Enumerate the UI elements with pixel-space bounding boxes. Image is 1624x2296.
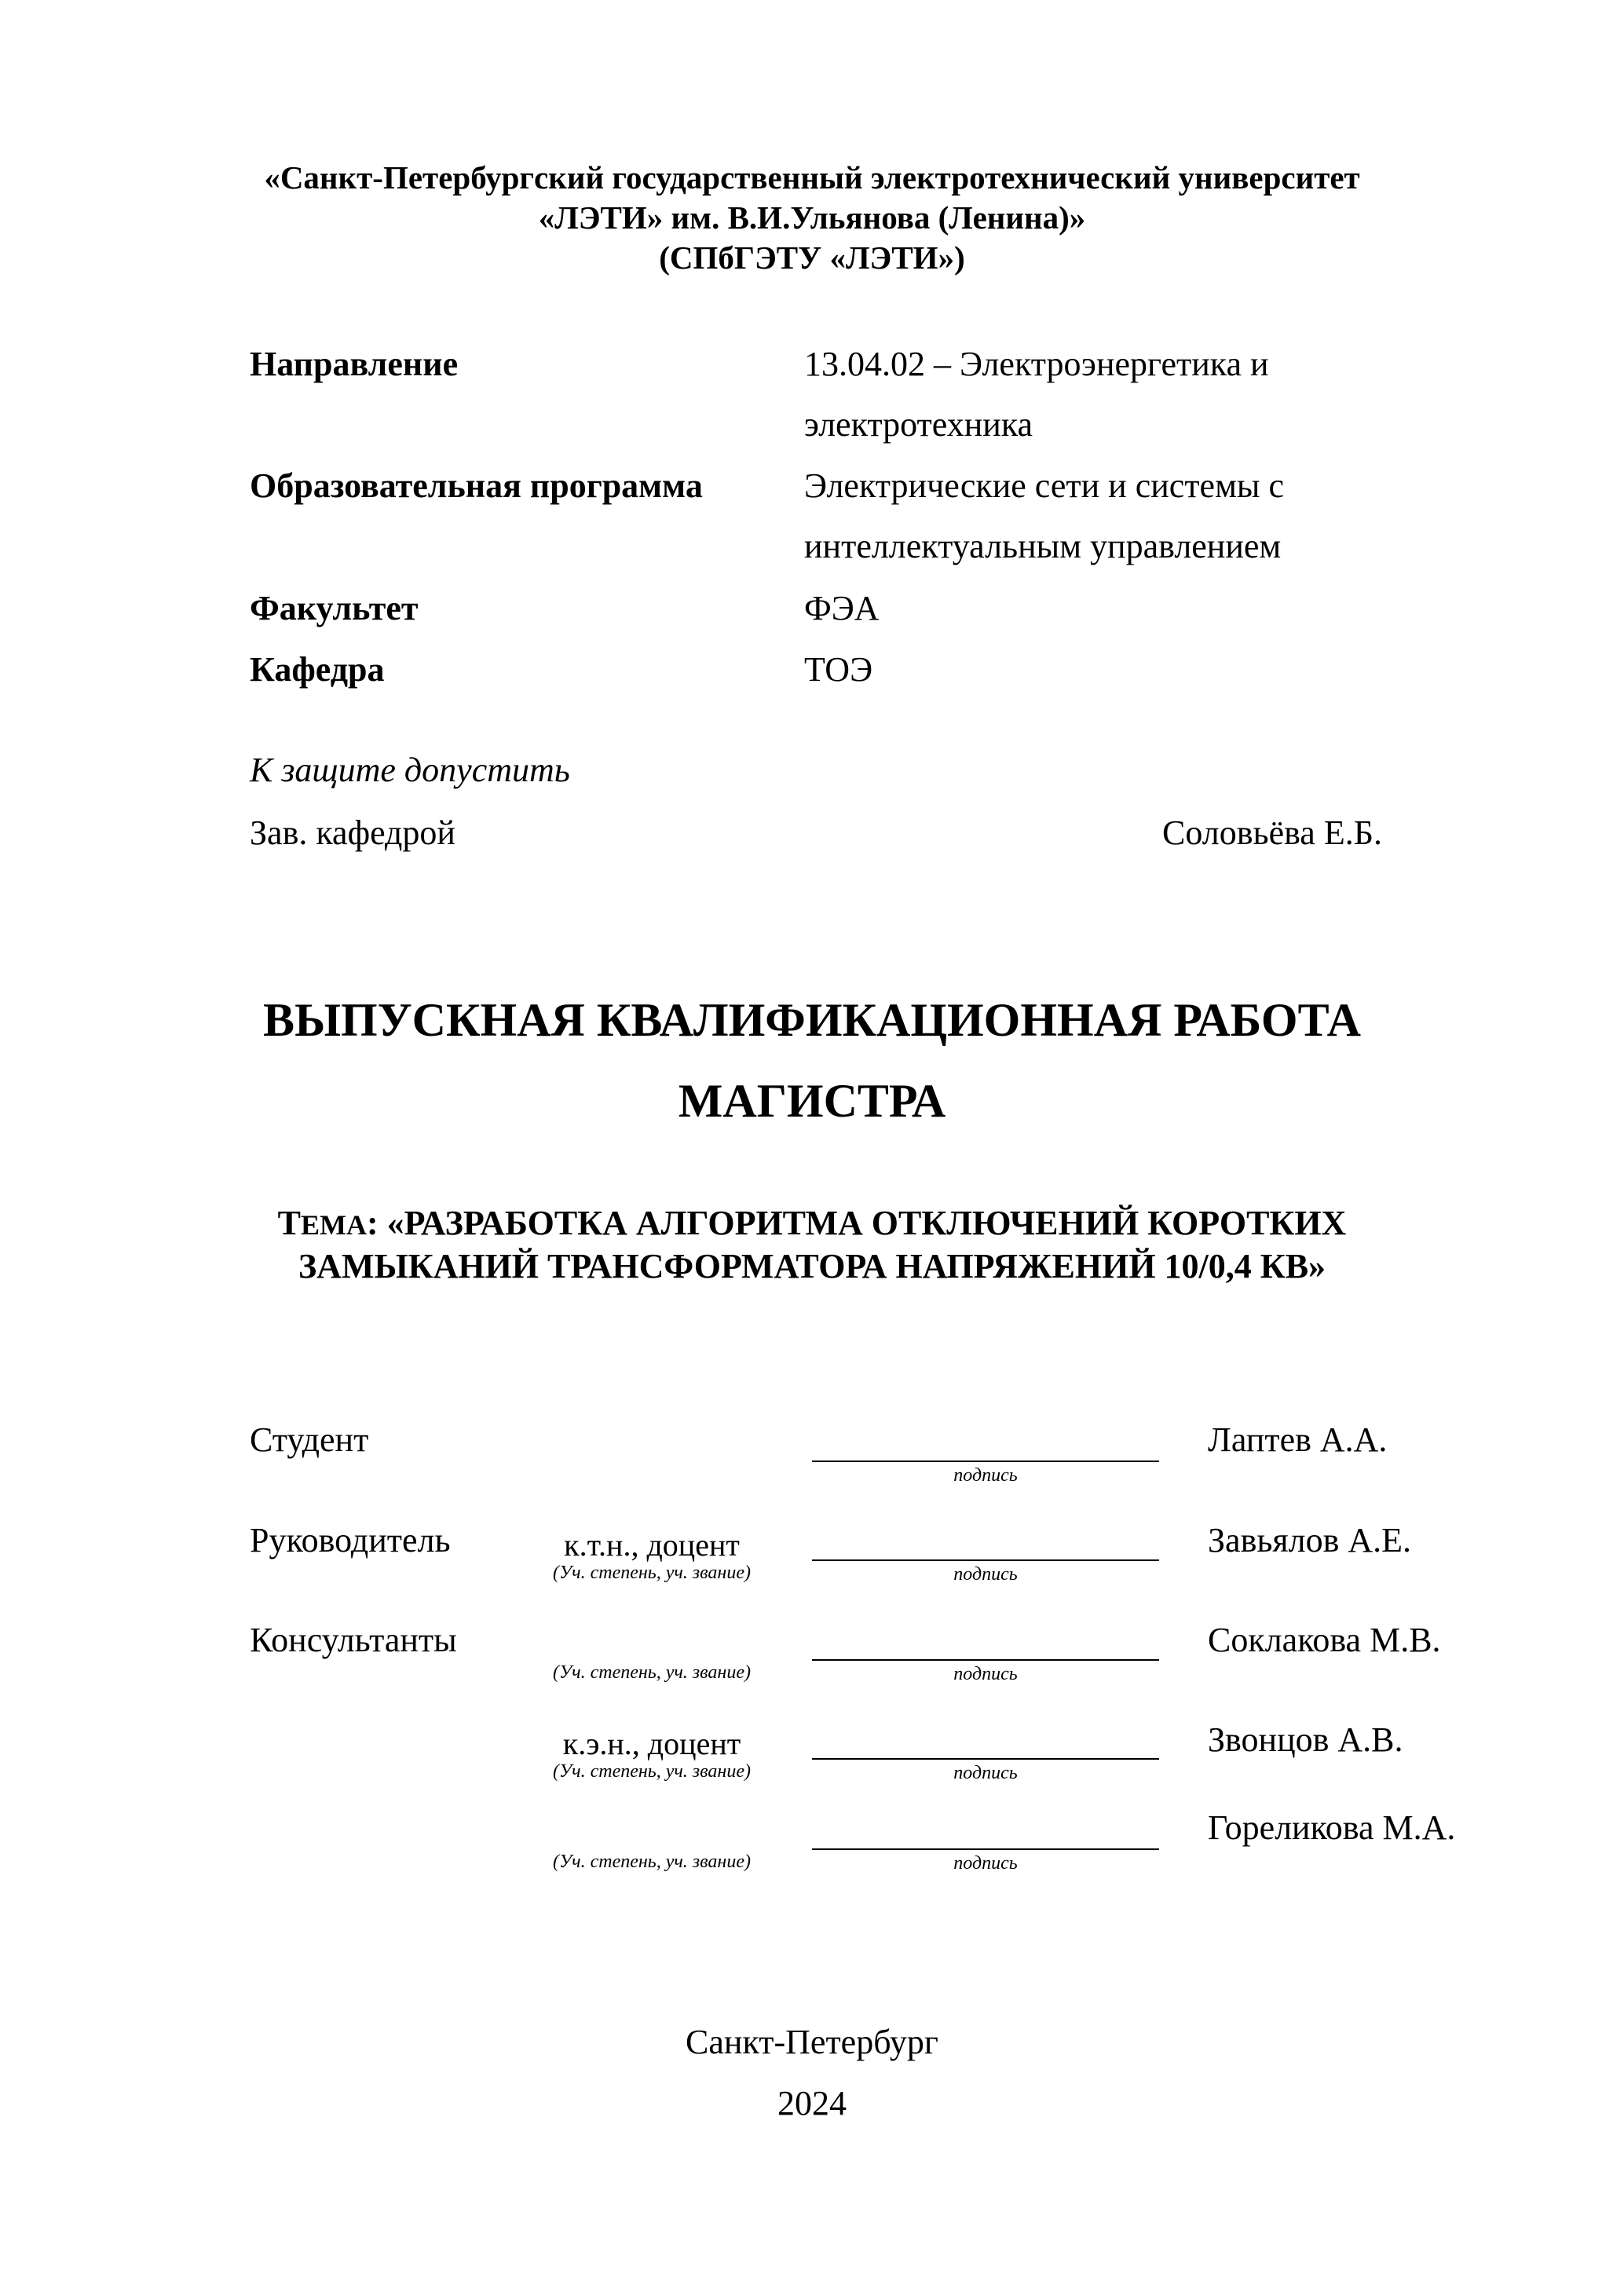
consultant-2-degree: к.э.н., доцент <box>562 1726 741 1761</box>
work-title-line-2: МАГИСТРА <box>678 1075 946 1127</box>
program-value-line-1: Электрические сети и системы с <box>804 466 1285 505</box>
department-label: Кафедра <box>250 650 385 689</box>
direction-value-line-2: электротехника <box>804 405 1033 444</box>
year: 2024 <box>777 2084 847 2122</box>
work-title-line-1: ВЫПУСКНАЯ КВАЛИФИКАЦИОННАЯ РАБОТА <box>263 994 1361 1046</box>
consultant-2-degree-caption: (Уч. степень, уч. звание) <box>553 1761 751 1782</box>
university-name-line-2: «ЛЭТИ» им. В.И.Ульянова (Ленина)» <box>538 199 1086 236</box>
supervisor-label: Руководитель <box>250 1521 451 1559</box>
consultant-3-name: Гореликова М.А. <box>1208 1808 1456 1847</box>
student-signature-caption: подпись <box>953 1465 1018 1486</box>
consultant-3-signature-line <box>812 1848 1159 1850</box>
university-name-line-1: «Санкт-Петербургский государственный электротехнический университет <box>264 159 1360 196</box>
consultant-1-signature-caption: подпись <box>953 1664 1018 1684</box>
admit-to-defense: К защите допустить <box>250 751 570 789</box>
direction-value-line-1: 13.04.02 – Электроэнергетика и <box>804 345 1269 383</box>
direction-label: Направление <box>250 345 459 383</box>
student-label: Студент <box>250 1420 369 1459</box>
theme-line-2: ЗАМЫКАНИЙ ТРАНСФОРМАТОРА НАПРЯЖЕНИЙ 10/0,4 КВ» <box>298 1247 1326 1285</box>
program-label: Образовательная программа <box>250 466 703 505</box>
supervisor-signature-line <box>812 1559 1159 1561</box>
consultant-1-degree-caption: (Уч. степень, уч. звание) <box>553 1662 751 1683</box>
theme-prefix-initial: Т <box>277 1204 302 1242</box>
supervisor-name: Завьялов А.Е. <box>1208 1521 1412 1559</box>
consultant-2-signature-caption: подпись <box>953 1763 1018 1783</box>
supervisor-degree: к.т.н., доцент <box>564 1527 740 1563</box>
student-name: Лаптев А.А. <box>1208 1420 1388 1459</box>
head-of-department-name: Соловьёва Е.Б. <box>1162 813 1382 852</box>
consultant-3-signature-caption: подпись <box>953 1853 1018 1874</box>
program-value-line-2: интеллектуальным управлением <box>804 527 1282 565</box>
theme-line-1 <box>0 1201 1624 1247</box>
theme-prefix-rest: ЕМА <box>301 1209 368 1241</box>
supervisor-degree-caption: (Уч. степень, уч. звание) <box>553 1563 751 1583</box>
consultant-2-signature-line <box>812 1758 1159 1760</box>
city: Санкт-Петербург <box>686 2023 938 2061</box>
consultants-label: Консультанты <box>250 1621 457 1659</box>
university-abbreviation: (СПбГЭТУ «ЛЭТИ») <box>659 239 965 276</box>
consultant-3-degree-caption: (Уч. степень, уч. звание) <box>553 1852 751 1872</box>
theme-line-1-text: : «РАЗРАБОТКА АЛГОРИТМА ОТКЛЮЧЕНИЙ КОРОТКИХ <box>367 1204 1347 1242</box>
consultant-1-name: Соклакова М.В. <box>1208 1621 1441 1659</box>
head-of-department-label: Зав. кафедрой <box>250 813 455 852</box>
student-signature-line <box>812 1461 1159 1462</box>
consultant-1-signature-line <box>812 1659 1159 1661</box>
consultant-2-name: Звонцов А.В. <box>1208 1720 1403 1759</box>
supervisor-signature-caption: подпись <box>953 1564 1018 1585</box>
department-value: ТОЭ <box>804 650 873 689</box>
faculty-label: Факультет <box>250 589 419 627</box>
faculty-value: ФЭА <box>804 589 880 627</box>
